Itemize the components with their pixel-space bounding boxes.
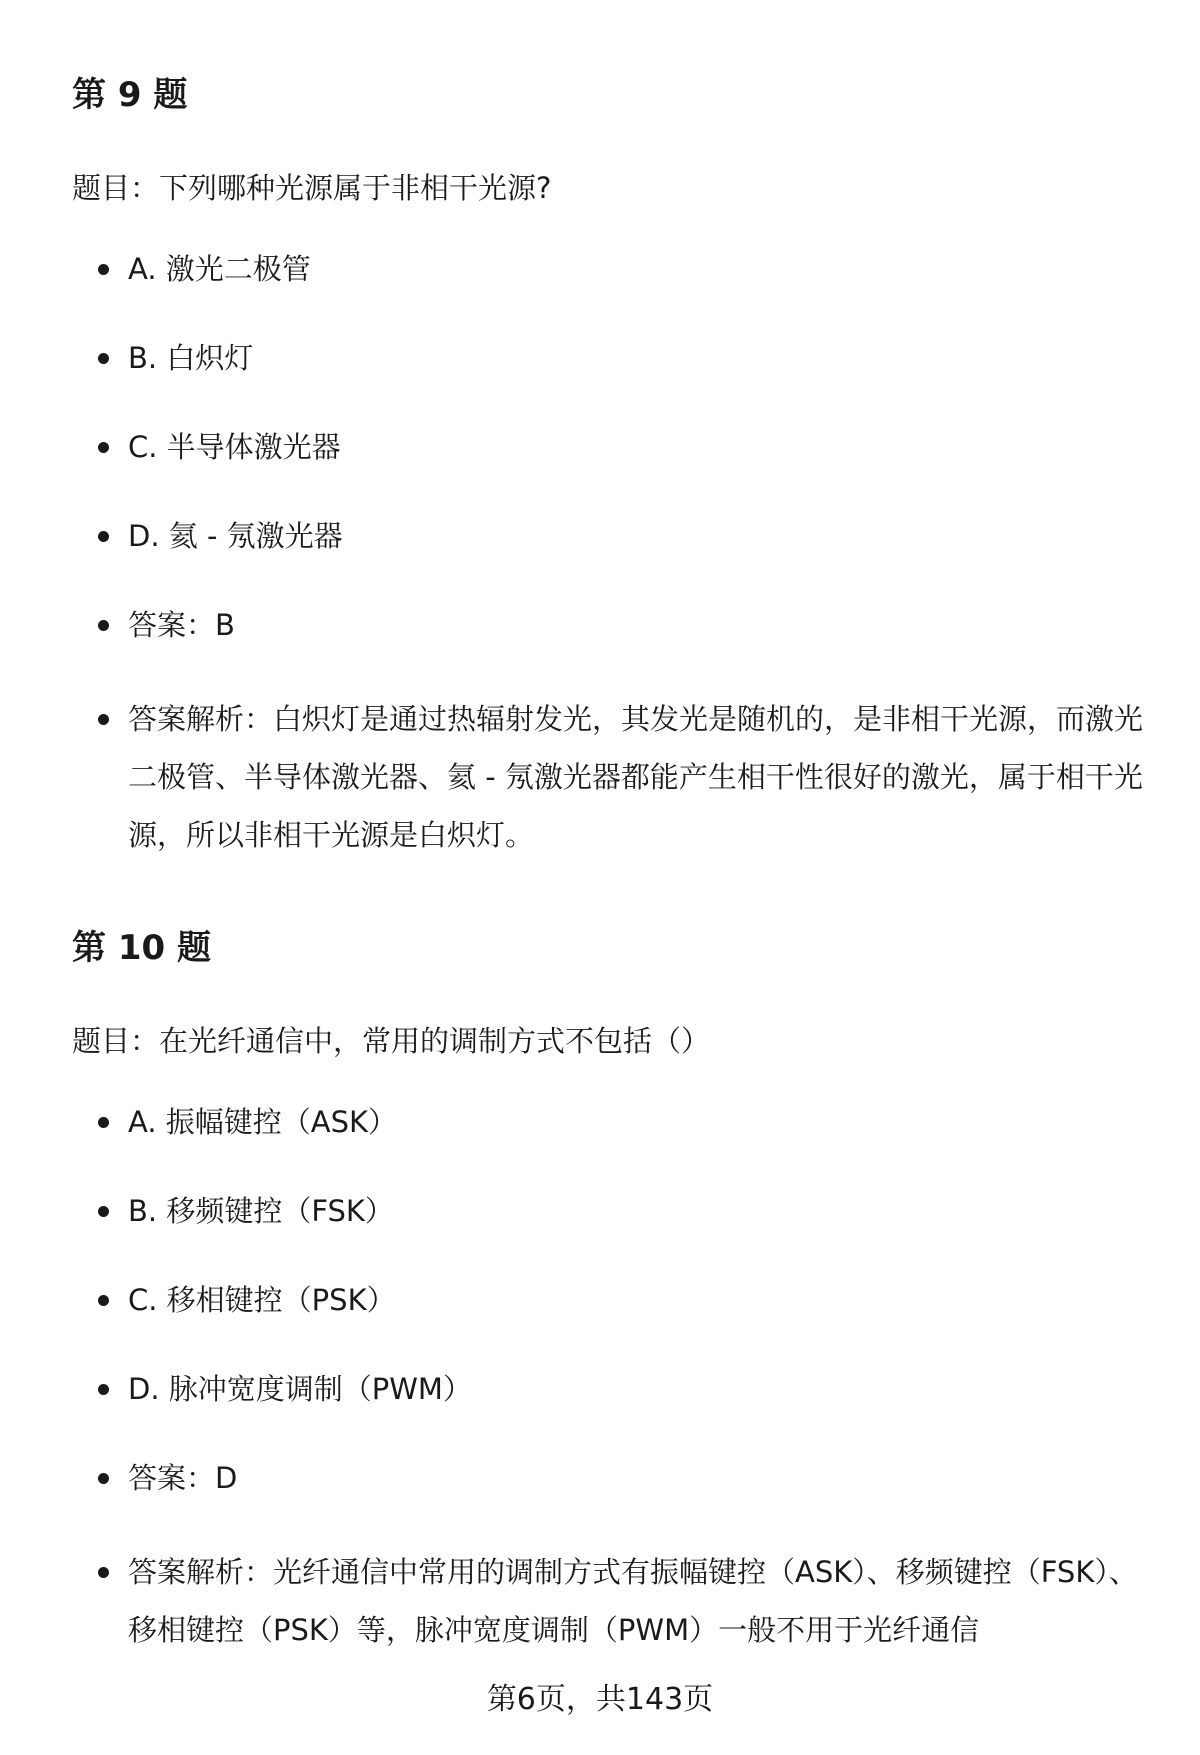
bullet-icon <box>98 1384 109 1395</box>
option-b <box>72 1187 1152 1235</box>
page-number: 第6页，共143页 <box>486 1682 714 1717</box>
bullet-icon <box>98 531 109 542</box>
option-a <box>72 245 1152 293</box>
option-c <box>72 1276 1152 1324</box>
answer-text: 答案：B <box>128 608 235 642</box>
answer-item <box>72 601 1152 649</box>
bullet-icon <box>98 1295 109 1306</box>
bullet-icon <box>98 714 109 725</box>
analysis-item <box>72 1543 1152 1659</box>
option-list <box>72 245 1152 864</box>
question-heading: 第 9 题 <box>72 75 188 115</box>
bullet-icon <box>98 442 109 453</box>
bullet-icon <box>98 620 109 631</box>
option-list <box>72 1098 1152 1659</box>
answer-text: 答案：D <box>128 1461 238 1495</box>
option-b <box>72 334 1152 382</box>
option-text: B. 白炽灯 <box>128 341 254 375</box>
bullet-icon <box>98 1473 109 1484</box>
bullet-icon <box>98 264 109 275</box>
question-10 <box>72 923 1152 1659</box>
option-text: D. 脉冲宽度调制（PWM） <box>128 1372 472 1406</box>
question-stem: 题目：在光纤通信中，常用的调制方式不包括（） <box>72 1024 711 1058</box>
question-heading: 第 10 题 <box>72 928 211 968</box>
question-stem: 题目：下列哪种光源属于非相干光源? <box>72 171 552 205</box>
question-9 <box>72 70 1152 864</box>
bullet-icon <box>98 353 109 364</box>
bullet-icon <box>98 1117 109 1128</box>
analysis-item <box>72 690 1152 864</box>
option-a <box>72 1098 1152 1146</box>
option-text: A. 激光二极管 <box>128 252 311 286</box>
option-text: A. 振幅键控（ASK） <box>128 1105 398 1139</box>
analysis-text: 答案解析：白炽灯是通过热辐射发光，其发光是随机的，是非相干光源，而激光二极管、半导体激光器、氦 - 氖激光器都能产生相干性很好的激光，属于相干光源，所以非相干光源是白炽灯。 <box>128 702 1144 852</box>
option-text: B. 移频键控（FSK） <box>128 1194 394 1228</box>
option-d <box>72 512 1152 560</box>
bullet-icon <box>98 1206 109 1217</box>
option-text: C. 移相键控（PSK） <box>128 1283 396 1317</box>
answer-item <box>72 1454 1152 1502</box>
option-text: C. 半导体激光器 <box>128 430 341 464</box>
option-text: D. 氦 - 氖激光器 <box>128 519 343 553</box>
analysis-text: 答案解析：光纤通信中常用的调制方式有振幅键控（ASK）、移频键控（FSK）、移相键控（PSK）等，脉冲宽度调制（PWM）一般不用于光纤通信 <box>128 1555 1138 1647</box>
option-c <box>72 423 1152 471</box>
option-d <box>72 1365 1152 1413</box>
bullet-icon <box>98 1567 109 1578</box>
